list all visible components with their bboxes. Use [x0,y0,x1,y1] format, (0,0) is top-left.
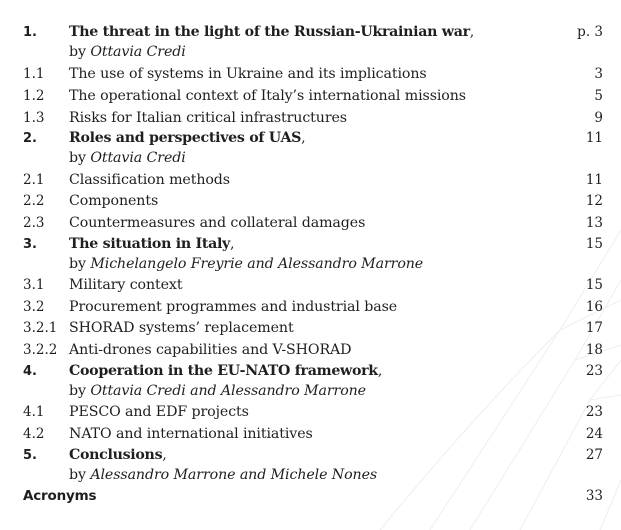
toc-entry-title: Procurement programmes and industrial base [69,299,398,315]
toc-entry-title: NATO and international initiatives [69,426,313,442]
toc-entry-page: 3 [594,66,603,82]
toc-entry-page: 33 [585,488,603,504]
toc-entry-page: 15 [585,236,603,252]
toc-entry-page: p. 3 [577,24,603,40]
toc-entry-page: 27 [585,447,603,463]
toc-entry-title: The operational context of Italy’s international missions [69,88,466,104]
toc-entry-page: 12 [585,193,603,209]
toc-entry-title: Classification methods [69,172,230,188]
toc-entry-number: 3.2.1 [23,320,58,336]
toc-entry-title: Components [69,193,159,209]
toc-entry-number: 3.1 [23,277,45,293]
toc-entry-number: 2. [23,131,37,146]
toc-entry-number: 3. [23,237,37,252]
toc-entry-author: by Alessandro Marrone and Michele Nones [69,467,378,483]
toc-entry-title: Acronyms [23,488,97,504]
toc-entry-number: 1. [23,25,37,40]
toc-entry-number: 4.1 [23,404,45,420]
toc-entry-page: 9 [594,110,603,126]
toc-entry-number: 1.1 [23,66,45,82]
toc-entry-number: 2.2 [23,193,45,209]
toc-entry-title: Roles and perspectives of UAS, [69,130,306,146]
toc-entry-page: 18 [585,342,603,358]
toc-entry-number: 1.3 [23,110,45,126]
toc-entry-number: 2.3 [23,215,45,231]
toc-entry-author: by Ottavia Credi [69,44,186,60]
toc-entry-page: 16 [585,299,603,315]
toc-entry-page: 15 [585,277,603,293]
toc-entry-page: 23 [585,363,603,379]
toc-entry-number: 2.1 [23,172,45,188]
toc-entry-page: 17 [585,320,603,336]
toc-entry-title: Anti-drones capabilities and V-SHORAD [69,342,352,358]
toc-entry-title: The threat in the light of the Russian-Ukrainian war, [69,24,474,40]
toc-entry-number: 3.2 [23,299,45,315]
toc-entry-number: 4.2 [23,426,45,442]
toc-entry-title: Risks for Italian critical infrastructures [69,110,347,126]
toc-entry-page: 5 [594,88,603,104]
toc-entry-title: The use of systems in Ukraine and its implications [69,66,427,82]
toc-entry-page: 13 [585,215,603,231]
toc-entry-author: by Michelangelo Freyrie and Alessandro Marrone [69,256,424,272]
toc-entry-number: 5. [23,448,37,463]
toc-entry-title: Military context [69,277,183,293]
toc-entry-author: by Ottavia Credi [69,150,186,166]
toc-entry-title: PESCO and EDF projects [69,404,249,420]
toc-entry-title: The situation in Italy, [69,236,235,252]
toc-entry-title: Conclusions, [69,447,167,463]
toc-entry-number: 3.2.2 [23,342,58,358]
toc-entry-number: 1.2 [23,88,45,104]
toc-entry-title: SHORAD systems’ replacement [69,320,294,336]
toc-entry-number: 4. [23,364,37,379]
toc-entry-author: by Ottavia Credi and Alessandro Marrone [69,383,366,399]
toc-entry-title: Cooperation in the EU-NATO framework, [69,363,383,379]
toc-entry-page: 11 [585,130,603,146]
toc-entry-page: 24 [585,426,603,442]
toc-entry-title: Countermeasures and collateral damages [69,215,366,231]
toc-entry-page: 11 [585,172,603,188]
toc-entry-page: 23 [585,404,603,420]
